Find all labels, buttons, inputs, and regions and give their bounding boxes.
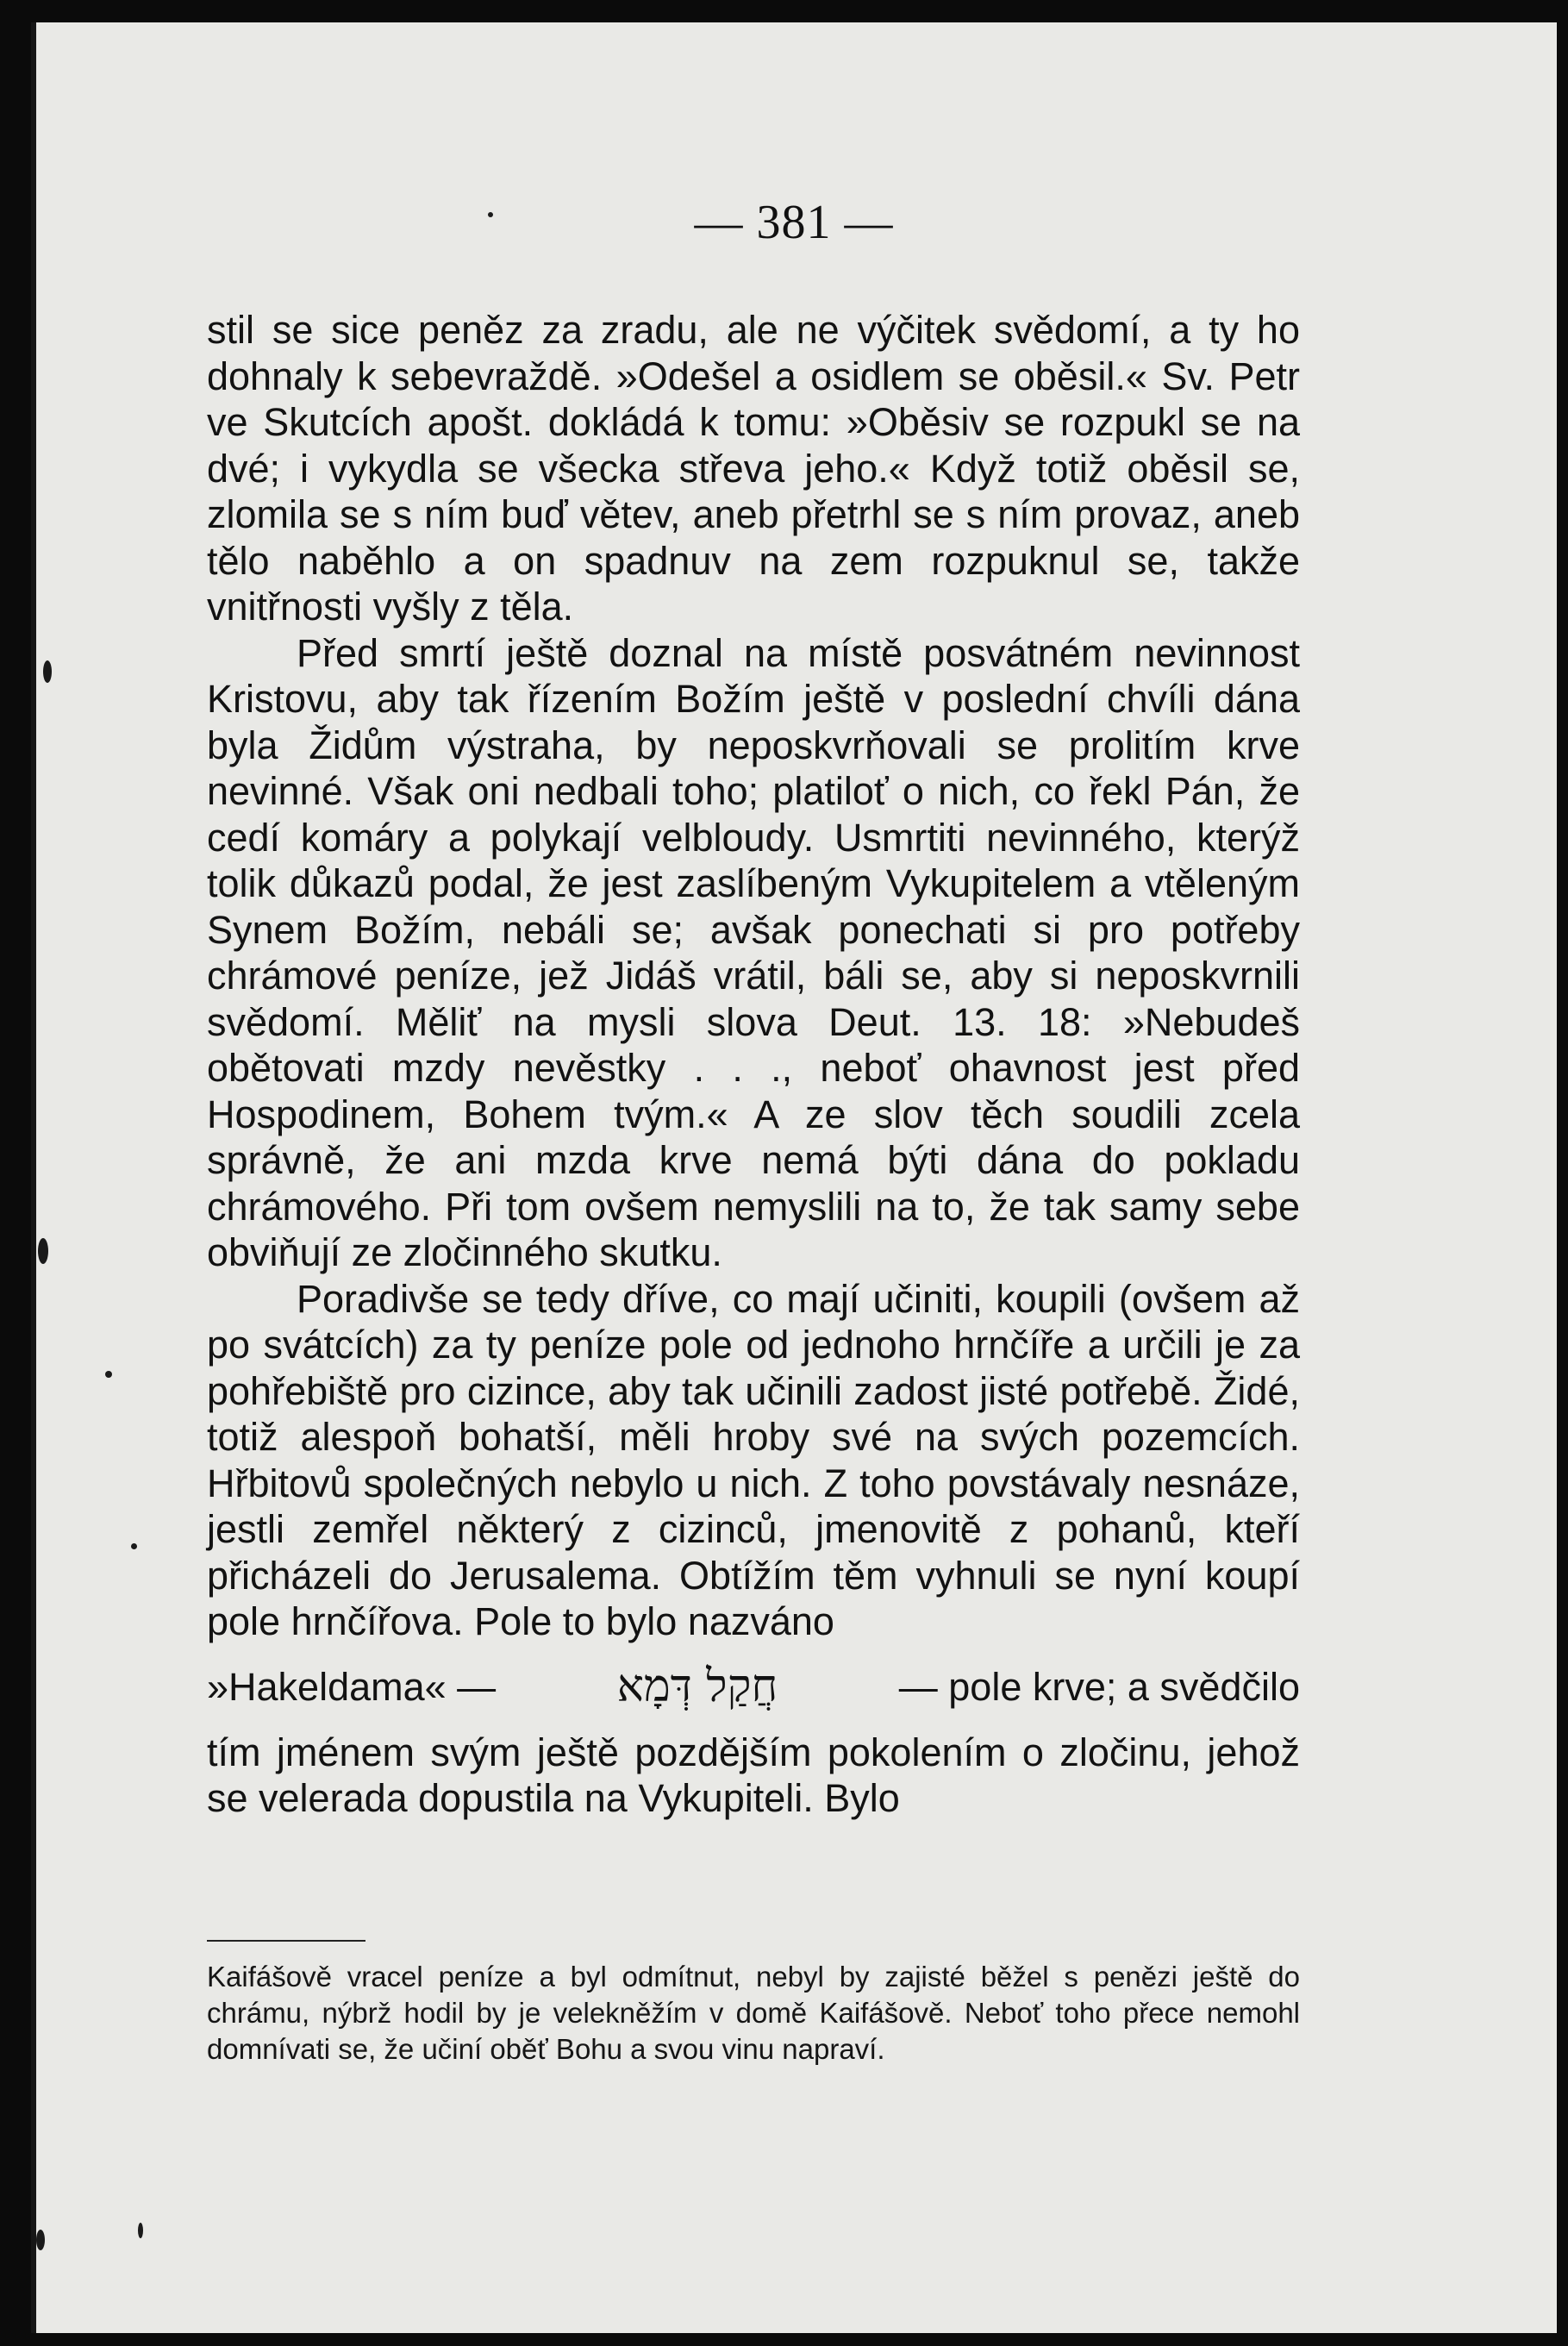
- hakeldama-term: »Hakeldama« —: [207, 1664, 497, 1709]
- paragraph-2: Před smrtí ještě doznal na místě posvátném nevinnost Kristovu, aby tak řízením Božím ještě v poslední chvíli dána byla Židům výstraha, by neposkvrňovali se prolitím krve nevinné. Však oni nedbali toho; platiloť o nich, co řekl Pán, že cedí komáry a polykají velbloudy. Usmrtiti nevinného, kterýž tolik důkazů podal, že jest zaslíbeným Vykupitelem a vtěleným Synem Božím, nebáli se; avšak ponechati si pro potřeby chrámové peníze, jež Jidáš vrátil, báli se, aby si neposkvrnili svědomí. Měliť na mysli slova Deut. 13. 18: »Nebudeš obětovati mzdy nevěstky . . ., neboť ohavnost jest před Hospodinem, Bohem tvým.« A ze slov těch soudili zcela správně, že ani mzda krve nemá býti dána do pokladu chrámového. Při tom ovšem nemyslili na to, že tak samy sebe obviňují ze zločinného skutku.: [207, 630, 1300, 1274]
- paragraph-1: stil se sice peněz za zradu, ale ne výčitek svědomí, a ty ho dohnaly k sebevraždě. »Odešel a osidlem se oběsil.« Sv. Petr ve Skutcích apošt. dokládá k tomu: »Oběsiv se rozpukl se na dvé; i vykydla se všecka střeva jeho.« Když totiž oběsil se, zlomila se s ním buď větev, aneb přetrhl se s ním provaz, aneb tělo naběhlo a on spadnuv na zem rozpuknul se, takže vnitřnosti vyšly z těla.: [207, 308, 1300, 629]
- margin-speck: [105, 1371, 112, 1378]
- hebrew-text: חֲקַל דְּמָא: [616, 1660, 778, 1712]
- margin-speck: [138, 2223, 143, 2238]
- hebrew-line-continuation: — pole krve; a svědčilo: [898, 1664, 1300, 1709]
- margin-speck: [488, 212, 493, 217]
- footnote: Kaifášově vracel peníze a byl odmítnut, nebyl by zajisté běžel s penězi ještě do chrámu, nýbrž hodil by je velekněžím v domě Kaifášově. Neboť toho přece nemohl domnívati se, že učiní oběť Bohu a svou vinu napraví.: [207, 1961, 1300, 2065]
- margin-speck: [43, 660, 52, 683]
- margin-speck: [36, 2230, 45, 2250]
- page-number: — 381 —: [694, 196, 894, 249]
- margin-speck: [38, 1238, 48, 1264]
- paragraph-3: Poradivše se tedy dříve, co mají učiniti, koupili (ovšem až po svátcích) za ty peníze pole od jednoho hrnčíře a určili je za pohřebiště pro cizince, aby tak učinili zadost jisté potřebě. Židé, totiž alespoň bohatší, měli hroby své na svých pozemcích. Hřbitovů společných nebylo u nich. Z toho povstávaly nesnáze, jestli zemřel některý z cizinců, jmenovitě z pohanů, kteří přicházeli do Jerusalema. Obtížím těm vyhnuli se nyní koupí pole hrnčířova. Pole to bylo nazváno: [207, 1276, 1300, 1643]
- margin-speck: [131, 1543, 137, 1549]
- main-text: [207, 307, 1300, 1822]
- page-edge-rule: [31, 22, 36, 2333]
- book-page: [31, 22, 1557, 2333]
- paragraph-4: tím jménem svým ještě pozdějším pokolením o zločinu, jehož se velerada dopustila na Vykupiteli. Bylo: [207, 1730, 1300, 1820]
- footnote-separator: [207, 1940, 365, 1942]
- hebrew-term-line: [207, 1645, 1300, 1730]
